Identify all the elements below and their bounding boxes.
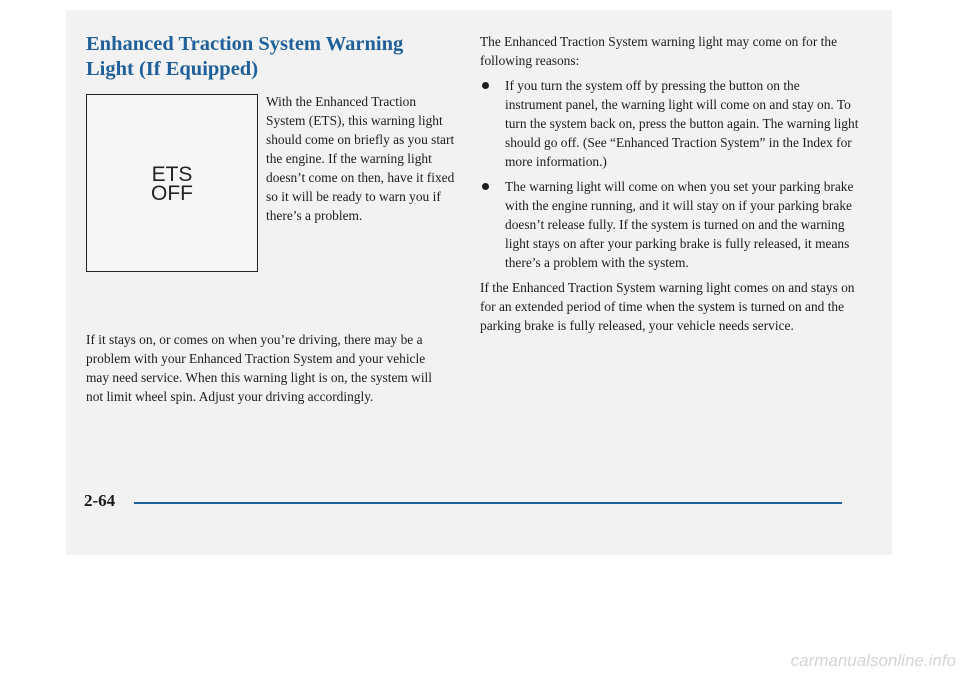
reason-text: The warning light will come on when you set your parking brake with the engine running, and it will stay on if your parking brake doesn’t release fully. If the system is turned on and the warning light stays on after your parking brake is fully released, it means there’s a problem with the system.	[505, 179, 854, 270]
indicator-line-2: OFF	[151, 182, 193, 205]
stays-on-paragraph: If it stays on, or comes on when you’re driving, there may be a problem with your Enhanced Traction System and your vehicle may need service. When this warning light is on, the system will not limit wheel spin. Adjust your driving accordingly.	[86, 332, 432, 404]
ets-off-indicator	[86, 94, 258, 272]
intro-paragraph: With the Enhanced Traction System (ETS), this warning light should come on briefly as you start the engine. If the warning light doesn’t come on then, have it fixed so it will be ready to warn you if there’s a problem.	[266, 94, 455, 223]
right-column	[480, 32, 860, 335]
bullet-icon	[482, 183, 489, 190]
list-item	[480, 177, 860, 272]
list-item	[480, 76, 860, 171]
footer-divider	[134, 502, 842, 504]
indicator-line-1: ETS	[151, 163, 193, 186]
page-number: 2-64	[84, 491, 116, 510]
closing-paragraph: If the Enhanced Traction System warning light comes on and stays on for an extended period of time when the system is turned on and the parking brake is fully released, your vehicle needs service.	[480, 280, 855, 333]
reasons-intro-paragraph: The Enhanced Traction System warning light may come on for the following reasons:	[480, 34, 838, 68]
indicator-figure-row	[86, 94, 455, 330]
left-column	[86, 32, 455, 406]
reasons-list	[480, 76, 860, 272]
section-title: Enhanced Traction System Warning Light (If Equipped)	[86, 33, 404, 80]
reason-text: If you turn the system off by pressing the button on the instrument panel, the warning light will come on and stay on. To turn the system back on, press the button again. The warning light should go off. (See “Enhanced Traction System” in the Index for more information.)	[505, 78, 859, 169]
watermark: carmanualsonline.info	[790, 651, 956, 670]
ets-off-icon	[87, 165, 257, 203]
bullet-icon	[482, 82, 489, 89]
manual-page	[66, 10, 892, 555]
